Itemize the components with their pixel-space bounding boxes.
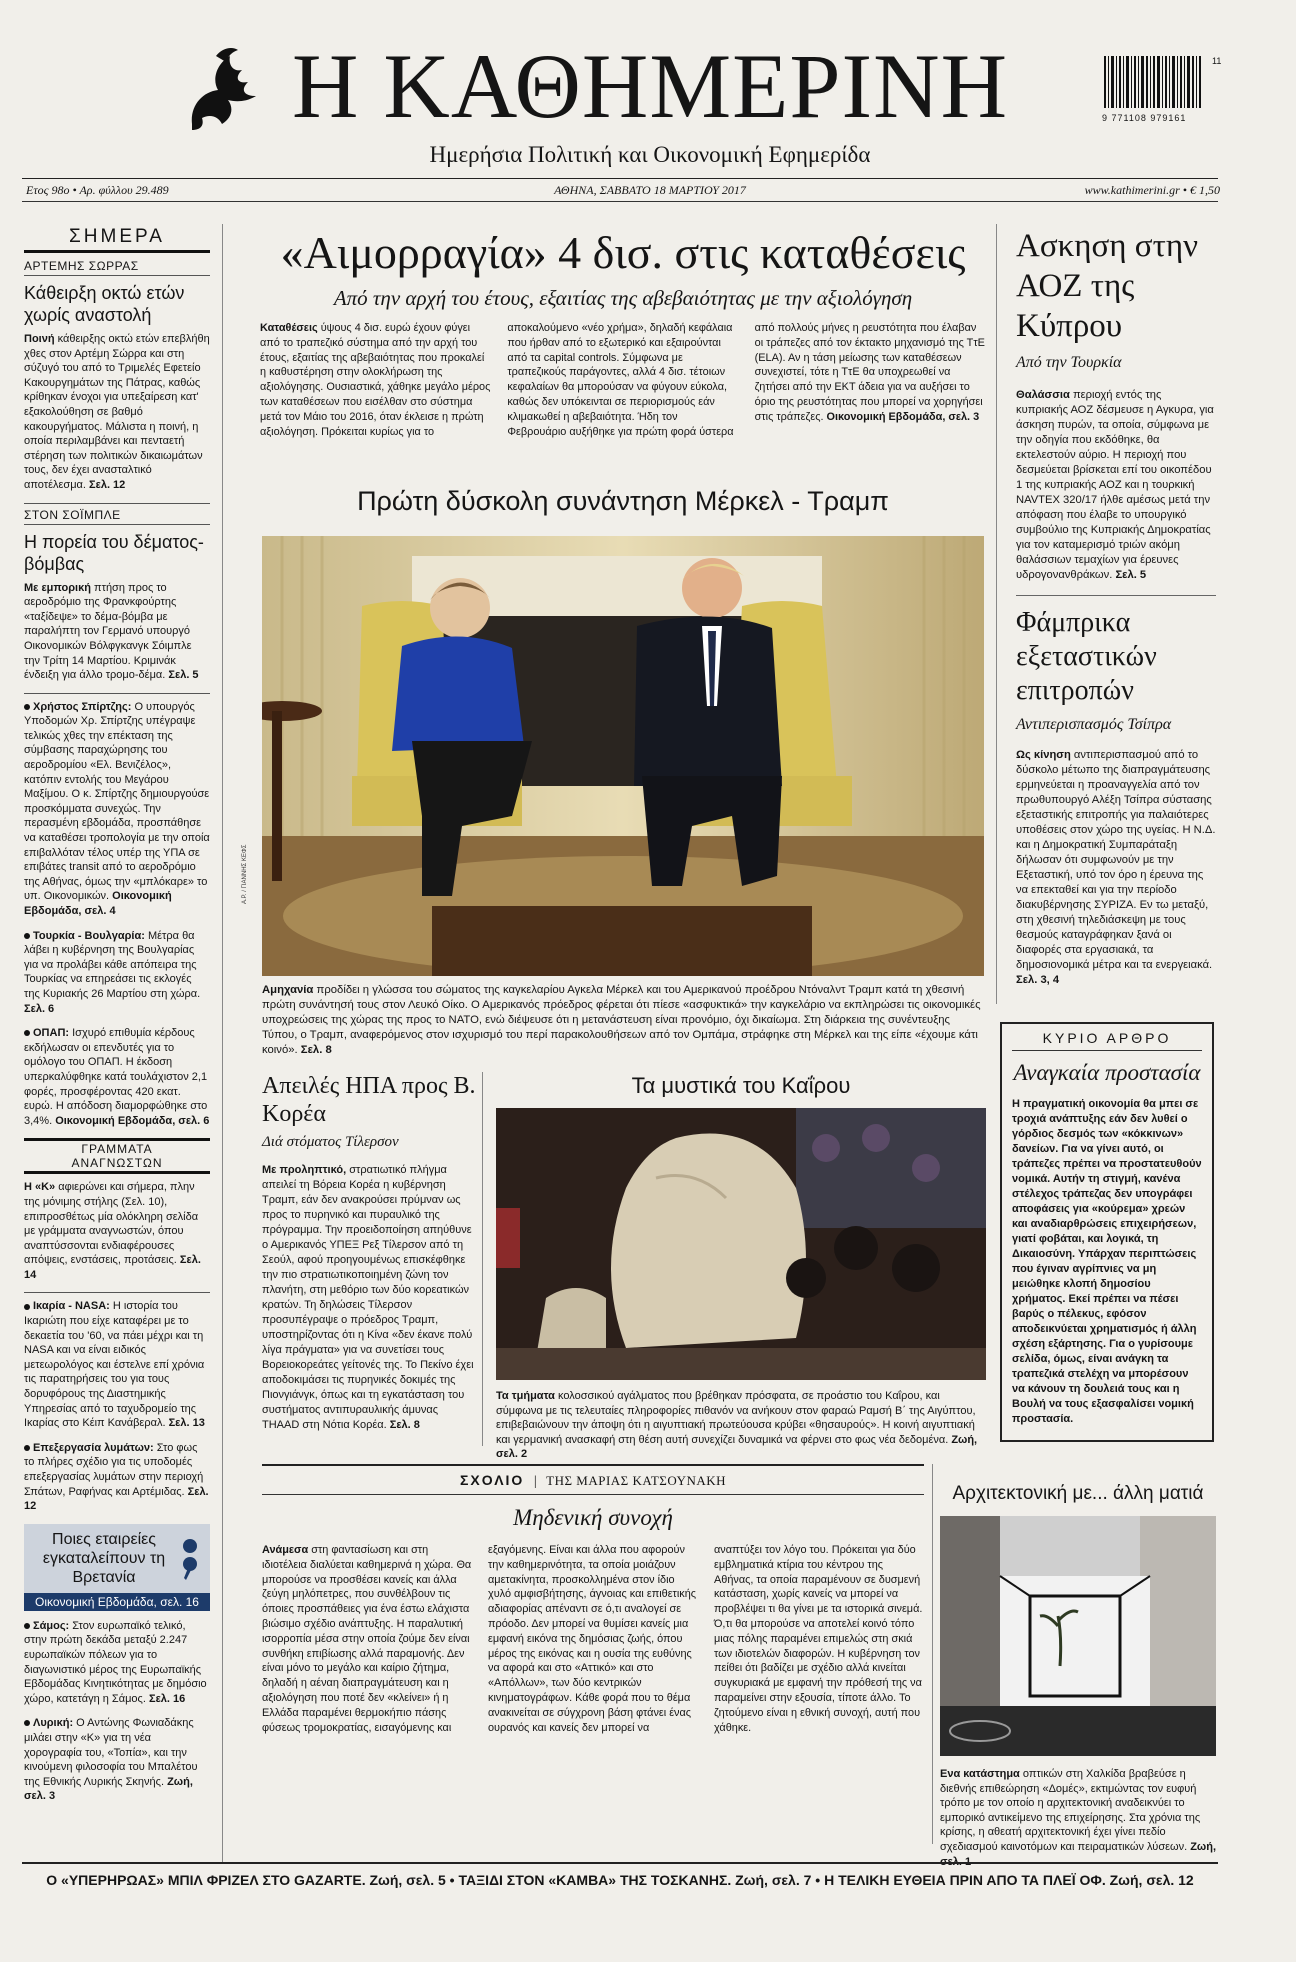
- griffin-logo-icon: [172, 44, 272, 136]
- semicolon-logo-icon: [178, 1536, 202, 1580]
- sidebar-item-tag: ΑΡΤΕΜΗΣ ΣΩΡΡΑΣ: [24, 259, 210, 276]
- architecture-headline[interactable]: Αρχιτεκτονική με... άλλη ματιά: [952, 1483, 1204, 1504]
- promo-ref: Οικονομική Εβδομάδα, σελ. 16: [24, 1593, 210, 1611]
- lead-headline[interactable]: «Αιμορραγία» 4 δισ. στις καταθέσεις: [280, 227, 966, 278]
- sidebar-item-text: Ποινή κάθειρξης οκτώ ετών επεβλήθη χθες στον Αρτέμη Σώρρα και στη σύζυγό του από το Τριμελές Εφετείο Κακουργημάτων της Πάτρας, καθώς κρίθηκαν ένοχοι για υπεξαίρεση κατ' εξακολούθηση σε βαθμό κακουργήματος. Μάλιστα η ποινή, η οποία περιλαμβάνει και πενταετή στέρηση των πολιτικών δικαιωμάτων τους, δεν έχει ανασταλτικό αποτέλεσμα. Σελ. 12: [24, 333, 210, 491]
- architecture-caption: Ενα κατάστημα οπτικών στη Χαλκίδα βραβεύσε η διεθνής επιθεώρηση «Δομές», εκτιμώντας τον ευφυή τρόπο με τον οποίο η αρχιτεκτονική αναδεικνύει το εμπορικό αντικείμενο της επιχείρησης. Στα χρόνια της κρίσης, η αθεατή αρχιτεκτονική έχει γίνει πεδίο σχεδιασμού καινοτόμων και πειραματικών λύσεων. Ζωή, σελ. 1: [940, 1768, 1216, 1868]
- sidebar-section-title: ΣΗΜΕΡΑ: [24, 226, 210, 253]
- sidebar-item: [24, 503, 210, 683]
- sidebar-item-text: Με εμπορική πτήση προς το αεροδρόμιο της Φρανκφούρτης «ταξίδεψε» το δέμα-βόμβα με παραλήπτη τον Γερμανό υπουργό Οικονομικών Βόλφγκανγκ Σόιμπλε την Τρίτη 14 Μαρτίου. Κριμινάκ ένδειξη για άλλο τρομο-δέμα. Σελ. 5: [24, 581, 199, 682]
- dateline-issue: Ετος 98ο • Αρ. φύλλου 29.489: [26, 183, 169, 197]
- committees-text: Ως κίνηση αντιπερισπασμού από το δύσκολο μέτωπο της διαπραγμάτευσης ερμηνεύεται η προαναγγελία από τον πρωθυπουργό Αλέξη Τσίπρα σύστασης εξεταστικής επιτροπής για παλαιότερες υποθέσεις στον χώρο της υγείας. Η Ν.Δ. και η Δημοκρατική Συμπαράταξη δήλωσαν ότι συμφωνούν με την Εξεταστική, υπό τον όρο η έρευνα της να επεκταθεί και για την περίοδο διακυβέρνησης ΣΥΡΙΖΑ. Εν τω μεταξύ, στη χθεσινή τηλεδιάσκεψη με τους θεσμούς καταγράφηκαν ξανά οι διαφορές στα εργασιακά, τα δημοσιονομικά μέτρα και τα ενεργειακά. Σελ. 3, 4: [1016, 749, 1216, 986]
- sidebar: [24, 226, 210, 1814]
- barcode-number: 9 771108 979161: [1102, 113, 1187, 123]
- cairo-story: [496, 1072, 986, 1462]
- cairo-headline[interactable]: Τα μυστικά του Καΐρου: [631, 1073, 851, 1098]
- korea-story: [262, 1072, 476, 1433]
- sidebar-brief: ΟΠΑΠ: Ισχυρό επιθυμία κέρδους εκδήλωσαν οι επενδυτές για το ομόλογο του ΟΠΑΠ. Η έκδοση υπερκαλύφθηκε κατά τουλάχιστον 2,1 φορές, προσφέροντας 420 εκατ. ευρώ. Η απόδοση διαμορφώθηκε στο 3,4%. Οικονομική Εβδομάδα, σελ. 6: [24, 1027, 210, 1127]
- sidebar-brief: Τουρκία - Βουλγαρία: Μέτρα θα λάβει η κυβέρνηση της Βουλγαρίας για να προλάβει κάθε απόπειρα της Τουρκίας να επηρεάσει τις εκλογές της Κυριακής 26 Μαρτίου στη χώρα. Σελ. 6: [24, 929, 201, 1015]
- letters-text: Η «Κ» αφιερώνει και σήμερα, πλην της μόνιμης στήλης (Σελ. 10), επιπροσθέτως μία ολόκληρη σελίδα με γράμματα αναγνωστών, όπου αναπτύσσονται ενδιαφέρουσες απόψεις, ενστάσεις, προτάσεις. Σελ. 14: [24, 1181, 201, 1281]
- letters-title: ΓΡΑΜΜΑΤΑ ΑΝΑΓΝΩΣΤΩΝ: [24, 1138, 210, 1174]
- column-headline[interactable]: Μηδενική συνοχή: [513, 1505, 673, 1530]
- sidebar-brief: Σάμος: Στον ευρωπαϊκό τελικό, στην πρώτη δεκάδα μεταξύ 2.247 ευρωπαϊκών πόλεων για το διαγωνιστικό μέρος της Ευρωπαϊκής Εβδομάδας Κινητικότητας με δημόσιο χώρο, κατετάγη η Σάμος. Σελ. 16: [24, 1619, 207, 1705]
- dateline-site-price: www.kathimerini.gr • € 1,50: [1084, 183, 1220, 197]
- cairo-statue-photo: [496, 1108, 986, 1380]
- sidebar-item-tag: ΣΤΟΝ ΣΟΪΜΠΛΕ: [24, 508, 210, 525]
- sidebar-item-headline[interactable]: Κάθειρξη οκτώ ετών χωρίς αναστολή: [24, 283, 185, 325]
- committees-headline[interactable]: Φάμπρικα εξεταστικών επιτροπών: [1016, 607, 1157, 706]
- lead-body: Καταθέσεις ύψους 4 δισ. ευρώ έχουν φύγει από το τραπεζικό σύστημα από την αρχή του έτους, εξαιτίας της αβεβαιότητας που προκαλεί η καθυστέρηση στην ολοκλήρωση της αξιολόγησης. Ουσιαστικά, χάθηκε μεγάλο μέρος των καταθέσεων που εισέλθαν στο σύστημα μετά τον Μάιο του 2016, όταν έκλεισε η πρώτη αξιολόγηση. Πρόκειται κυρίως για το αποκαλούμενο «νέο χρήμα», δηλαδή κεφάλαια που ήρθαν από το εξωτερικό και εξαιρούνται από τα capital controls. Σύμφωνα με τραπεζικούς παράγοντες, αλλά 4 δισ. τέτοιων κεφαλαίων θα μπορούσαν να φύγουν εύκολα, καθώς δεν υπόκεινται σε περιορισμούς εάν κλιμακωθεί η αβεβαιότητα. Ήδη τον Φεβρουάριο αυξήθηκε για πρώτη φορά ύστερα από πολλούς μήνες η ρευστότητα που έλαβαν οι τράπεζες από τον έκτακτο μηχανισμό της ΤτΕ (ELA). Αν η τάση μείωσης των καταθέσεων συνεχιστεί, τότε η ΤτΕ θα υποχρεωθεί να ζητήσει από την ΕΚΤ άδεια για να αυξήσει το όριο της ρευστότητας που μπορεί να χορηγήσει στις τράπεζες. Οικονομική Εβδομάδα, σελ. 3: [260, 322, 985, 438]
- korea-text: Με προληπτικό, στρατιωτικό πλήγμα απειλεί τη Βόρεια Κορέα η κυβέρνηση Τραμπ, εάν δεν ανακρούσει πρύμναν ως προς το πυρηνικό και πυραυλικό της πρόγραμμα. Την προειδοποίηση απηύθυνε ο Αμερικανός ΥΠΕΞ Ρεξ Τίλερσον από τη Σεούλ, αφού προηγουμένως επισκέφθηκε την πιο στρατιωτικοποιημένη ζώνη τον πλανήτη, στη μεθόριο των δύο κορεατικών κρατών. Τη δηλώσεις Τίλερσον προσυπέγραψε ο πρόεδρος Τραμπ, υποστηρίζοντας ότι η Κίνα «δεν έκανε πολύ λίγα πράγματα» για να συνετίσει τους Βορειοκορεάτες γείτονές της. Το Πεκίνο έχει αποδοκιμάσει τις πυρηνικές δοκιμές της Πιονγιάνγκ, όπως και τη εγκατάσταση του συστήματος αντιπυραυλικής άμυνας THAAD στη Νότια Κορέα. Σελ. 8: [262, 1164, 474, 1431]
- sidebar-brief: Λυρική: Ο Αντώνης Φωνιαδάκης μιλάει στην «Κ» για τη νέα χορογραφία του, «Τοπία», και την κινούμενη φιλοσοφία του Μπαλέτου της Εθνικής Λυρικής Σκηνής. Ζωή, σελ. 3: [24, 1717, 198, 1803]
- promo-text: Ποιες εταιρείες εγκαταλείπουν τη Βρετανία: [42, 1530, 166, 1586]
- right-column: [1016, 226, 1216, 988]
- aoz-text: Θαλάσσια περιοχή εντός της κυπριακής ΑΟΖ δέσμευσε η Αγκυρα, για άσκηση πυρών, τα οποία, σύμφωνα με την οδηγία που εκδόθηκε, θα εκτελεστούν αύριο. Η περιοχή που δεσμεύεται βρίσκεται επί του οικοπέδου 1 της κυπριακής ΑΟΖ και η τουρκική NAVTEX 320/17 ήλθε αμέσως μετά την απόφαση που έλαβε το υπουργικό συμβούλιο της Κυπριακής Δημοκρατίας για τον καταμερισμό τριών ακόμη θαλάσσιων τεμαχίων για έρευνες υδρογονανθράκων. Σελ. 5: [1016, 389, 1214, 581]
- barcode-issue: 11: [1212, 56, 1222, 66]
- photo-caption: Αμηχανία προδίδει η γλώσσα του σώματος της καγκελαρίου Αγκελα Μέρκελ και του Αμερικανού προέδρου Ντόναλντ Τραμπ κατά τη χθεσινή πρώτη συνάντησή τους στον Λευκό Οίκο. Ο Αμερικανός πρόεδρος φέρεται ότι πίεσε «ασφυκτικά» την καγκελάριο να εκπληρώσει τις οικονομικές υποχρεώσεις της χώρας της προς το ΝΑΤΟ, ενώ διέψευσε ότι η μετανάστευση είναι προνόμιο, όχι δικαίωμα. Στη διάρκεια της συνέντευξης Τύπου, ο Τραμπ, αναφερόμενος στον ισχυρισμό του περί παρακολουθήσεων από τον Ομπάμα, στράφηκε στη Μέρκελ και της είπε «έχουμε κάτι κοινό». Σελ. 8: [262, 984, 981, 1056]
- editorial-box: [1000, 1022, 1214, 1442]
- editorial-text: Η πραγματική οικονομία θα μπει σε τροχιά ανάπτυξης εάν δεν λυθεί ο γόρδιος δεσμός των «κόκκινων» δανείων. Για να γίνει αυτό, οι τράπεζες πρέπει να προστατευθούν νομικά. Αυτήν τη στιγμή, κανένα στέλεχος τράπεζας δεν υπογράφει αποφάσεις για «κούρεμα» χρεών και αναδιαρθρώσεις επιχειρήσεων, γιατί φοβάται, και λογικά, τη Δικαιοσύνη. Υπάρχαν περιπτώσεις που έγιναν αγρίπνιες να μη μειώθηκε κλοπή δημοσίου χρήματος. Εκεί πρέπει να πέσει βαρύς ο πέλεκυς, εφόσον αποδεικνύεται χρηματισμός ή άλλη σχέση εξάρτησης. Για ο γυρίσουμε σελίδα, όμως, είναι ανάγκη τα τραπεζικά στελέχη να μπορέσουν να κάνουν τη δουλειά τους και η Βουλή να τους εξασφαλίσει νομική προστασία.: [1012, 1098, 1202, 1425]
- sidebar-brief: Ικαρία - NASA: Η ιστορία του Ικαριώτη που είχε καταφέρει με το δεκαετία του '60, να πάει μέχρι και τη NASA και να είναι ειδικός μετεωρολόγος και έστελνε επί χρόνια τις παρατηρήσεις του για τους δορυφόρους της Διαστημικής Υπηρεσίας από το ταχυδρομείο της Ικαρίας στο Κέιπ Κανάβεραλ. Σελ. 13: [24, 1300, 205, 1430]
- letters-section: [24, 1138, 210, 1282]
- sidebar-item-headline[interactable]: Η πορεία του δέματος-βόμβας: [24, 531, 204, 574]
- photo-credit: A.P. / ΓΙΑΝΝΗΣ ΚΕΦΣ: [242, 844, 248, 904]
- korea-subhead: Διά στόματος Τίλερσον: [262, 1134, 399, 1150]
- editorial-label: ΚΥΡΙΟ ΑΡΘΡΟ: [1012, 1030, 1202, 1051]
- architecture-photo: [940, 1516, 1216, 1756]
- barcode-icon: [1102, 56, 1212, 108]
- dateline-date: ΑΘΗΝΑ, ΣΑΒΒΑΤΟ 18 ΜΑΡΤΙΟΥ 2017: [554, 183, 746, 197]
- column-author: ΤΗΣ ΜΑΡΙΑΣ ΚΑΤΣΟΥΝΑΚΗ: [546, 1473, 727, 1488]
- promo-box[interactable]: [24, 1524, 210, 1611]
- column-body: Ανάμεσα στη φαντασίωση και στη ιδιοτέλεια διαλύεται καθημερινά η χώρα. Θα μπορούσε να προσθέσει κανείς και άλλα ζεύγη μηλόπετρες, που συνθέλβουν τις όποιες προσπάθειες για ένα έστω ελάχιστα βιώσιμο σχέδιο ανάπτυξης. Η παραλυτική ισορροπία μέσα στην οποία ζούμε δεν είναι συνθήκη επιβίωσης αλλά παραμονής. Δεν είναι μόνο το μεγάλο και καίριο ζήτημα, δηλαδή η αέναη διαπραγμάτευση και η αξιολόγηση που ποτέ δεν «κλείνει» ή η Ελλάδα παραμένει θερμοκήπιο πάσης φύσεως τρομοκρατίας, εισαγόμενης και εξαγόμενης. Είναι και άλλα που αφορούν την καθημερινότητα, τα οποία μοιάζουν αμετακίνητα, προσκολλημένα στον ίδιο χυλό αμφισβήτησης, άγνοιας και επιθετικής αδιαφορίας απέναντι σε ό,τι αναλογεί σε πρόοδο. Δεν μπορεί να θυμίσει κανείς μια εμφανή εικόνα της δημόσιας ζωής, όπου μέρος της εικόνας και η ουσία της ευθύνης να αφορά και στο «Αττικό» και στο «Απόλλων», των δύο κεντρικών κινηματογράφων. Κάθε φορά που το θέμα ανακινείται σε σύγχρονη βάση φτάνει ένας ουρανός και κανείς δεν μπορεί να αναπτύξει τον λόγο του. Πρόκειται για δύο εμβληματικά κτίρια του κέντρου της Αθήνας, τα οποία παραμένουν σε δυσμενή κατάσταση, χωρίς κανείς να μπορεί να προβλέψει τι θα γίνει με τα ιστορικά σινεμά. Ό,τι θα μπορούσε να αποτελεί κοινό τόπο μιας πόλης παραμένει επιμελώς στη σκιά των ιδιοτελών διαφορών. Η κυβέρνηση τον πείθει ότι βαδίζει με σχέδιο αλλά κινείται συγκυριακά με εμφανή την πρόθεσή της να παραμείνει στην εξουσία, τίποτε άλλο. Το ζητούμενο είναι η εθνική συνοχή, αυτή που χάθηκε.: [262, 1544, 923, 1734]
- footer-strip[interactable]: Ο «ΥΠΕΡΗΡΩΑΣ» ΜΠΙΛ ΦΡΙΖΕΛ ΣΤΟ GAZARTE. Ζωή, σελ. 5 • ΤΑΞΙΔΙ ΣΤΟΝ «ΚΑΜΒΑ» ΤΗΣ ΤΟΣΚΑΝΗΣ. Ζωή, σελ. 7 • Η ΤΕΛΙΚΗ ΕΥΘΕΙΑ ΠΡΙΝ ΑΠΟ ΤΑ ΠΛΕΪ ΟΦ. Ζωή, σελ. 12: [46, 1872, 1194, 1888]
- editorial-headline[interactable]: Αναγκαία προστασία: [1013, 1060, 1201, 1085]
- masthead-subtitle: Ημερήσια Πολιτική και Οικονομική Εφημερίδα: [429, 142, 871, 167]
- architecture-story: [940, 1482, 1216, 1869]
- merkel-trump-photo: [262, 536, 984, 976]
- column-byline: ΣΧΟΛΙΟ | ΤΗΣ ΜΑΡΙΑΣ ΚΑΤΣΟΥΝΑΚΗ: [459, 1472, 727, 1489]
- aoz-subhead: Από την Τουρκία: [1016, 354, 1122, 371]
- committees-subhead: Αντιπερισπασμός Τσίπρα: [1016, 716, 1172, 733]
- photo-story-headline[interactable]: Πρώτη δύσκολη συνάντηση Μέρκελ - Τραμπ: [357, 486, 889, 516]
- lead-subhead: Από την αρχή του έτους, εξαιτίας της αβεβαιότητας με την αξιολόγηση: [333, 286, 913, 310]
- lead-story: [260, 226, 986, 439]
- aoz-headline[interactable]: Ασκηση στην ΑΟΖ της Κύπρου: [1016, 228, 1199, 344]
- korea-headline[interactable]: Απειλές ΗΠΑ προς Β. Κορέα: [262, 1073, 476, 1127]
- sidebar-brief: Χρήστος Σπίρτζης: Ο υπουργός Υποδομών Χρ. Σπίρτζης υπέγραψε τελικώς χθες την επέκταση της σύμβασης παραχώρησης του αεροδρομίου «Ελ. Βενιζέλος», κατόπιν εντολής του Μεγάρου Μαξίμου. Ο κ. Σπίρτζης δημιουργούσε προσκόμματα συνεχώς. Την περασμένη εβδομάδα, προσπάθησε να καταθέσει τροπολογία με την οποία επιβαλλόταν τέλος υπέρ της ΥΠΑ σε επιβάτες transit από το αεροδρόμιο της Αθήνας, όμως την «μπλόκαρε» το υπ. Οικονομικών. Οικονομική Εβδομάδα, σελ. 4: [24, 700, 210, 917]
- masthead-title: Η ΚΑΘΗΜΕΡΙΝΗ: [291, 35, 1009, 137]
- cairo-caption: Τα τμήματα κολοσσικού αγάλματος που βρέθηκαν πρόσφατα, σε προάστιο του Καΐρου, και σύμφωνα με τις τελευταίες πληροφορίες πιθανόν να ανήκουν στον φαραώ Ραμσή Β΄ της Αιγύπτου, επιβεβαιώνουν την άποψη ότι η αιγυπτιακή πρωτεύουσα κρύβει «θησαυρούς». Η κοινή αιγυπτιακή και γερμανική ανασκαφή στη θέση αυτή συνεχίζει δυναμικά να φέρνει στο φως νέα δεδομένα. Ζωή, σελ. 2: [496, 1390, 978, 1461]
- column-label: ΣΧΟΛΙΟ: [459, 1472, 525, 1488]
- photo-story: [242, 484, 984, 1058]
- sidebar-brief: Επεξεργασία λυμάτων: Στο φως το πλήρες σχέδιο για τις υποδομές επεξεργασίας λυμάτων στην περιοχή Σπάτων, Ραφήνας και Αρτέμιδας. Σελ. 12: [24, 1441, 209, 1513]
- barcode: [1102, 56, 1222, 123]
- column-story: [262, 1472, 924, 1735]
- sidebar-item: [24, 259, 210, 493]
